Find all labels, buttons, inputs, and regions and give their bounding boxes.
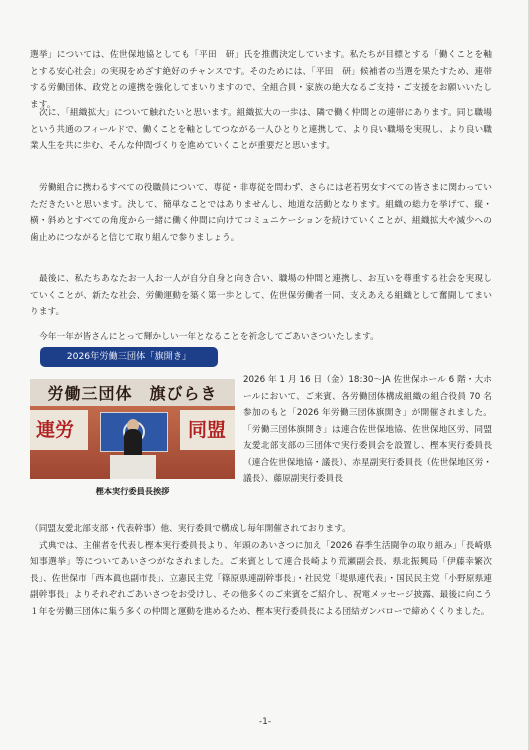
podium — [110, 455, 156, 479]
page-number: -1- — [258, 717, 272, 727]
photo-banner-text: 労働三団体 旗びらき — [47, 384, 218, 403]
organizing-paragraph: 次に、「組織拡大」について触れたいと思います。組織拡大の一歩は、隣で働く仲間との連帯にあります。同じ職場という共通のフィールドで、働くことを軸としてつながる一人ひとりと連携して、より良い職場を実現し、より良い職業人生を共に歩む、そんな仲間づくりを進めていくことが重要だと思います。 — [30, 108, 492, 152]
intro-paragraph: 選挙」については、佐世保地協としても「平田 研」氏を推薦決定しています。私たちが目標とする「働くことを軸とする安心社会」の実現をめざす絶好のチャンスです。そのためには、「平田 研」候補者の当選を果たすため、連帯する労働団体、政党との連携を強化してまいりますので、全組合員・家族の絶大なるご支持・ご支援をお願いいたします。 — [30, 50, 492, 110]
photo-caption: 樫本実行委員長挨拶 — [95, 486, 170, 496]
newyear-paragraph: 今年一年が皆さんにとって輝かしい一年となることを祈念してごあいさついたします。 — [39, 332, 379, 342]
event-photo — [30, 379, 235, 479]
ceremony-paragraph: 式典では、主催者を代表し樫本実行委員長より、年頭のあいさつに加え「2026 春季生活闘争の取り組み」「長崎県知事選挙」等についてあいさつがなされました。ご来賓として連合長崎より荒瀬副会長、県北振興局「伊藤幸繁次長」、佐世保市「西本眞也副市長」、立憲民主党「篠原県連副幹事長」・社民党「堤県連代表」・国民民主党「小野原県連副幹事長」よりそれぞれごあいさつをお受けし、その他多くのご来賓をご紹介し、祝電メッセージ披露、最後に向こう１年を労働三団体に集う多くの仲間と運動を進めるため、樫本実行委員長による団結ガンバローで締めくくりました。 — [30, 540, 492, 617]
officers-paragraph: 労働組合に携わるすべての役職員について、専従・非専従を問わず、さらには老若男女すべての皆さまに関わっていただきたいと思います。決して、簡単なことではありませんし、地道な活動となります。組織の総力を挙げて、縦・横・斜めとすべての角度から一緒に働く仲間に向けてコミュニケーションを続けていくことが、組織拡大や減少への歯止めにつながると信じて取り組んで参りましょう。 — [30, 183, 492, 243]
closing-paragraph: 最後に、私たちあなたお一人お一人が自分自身と向き合い、職場の仲間と連携し、お互いを尊重する社会を実現していくことが、新たな社会、労働運動を築く第一歩として、佐世保労働者一同、支えあえる組織として奮闘してまいります。 — [30, 274, 492, 318]
event-report-continued: （同盟友愛北部支部・代表幹事）他、実行委員で構成し毎年開催されております。 — [30, 524, 351, 534]
section-banner: 2026年労働三団体「旗開き」 — [40, 347, 218, 367]
event-report-continued-block — [30, 521, 492, 621]
event-report-paragraph: 2026 年 1 月 16 日（金）18:30〜JA 佐世保ホール 6 階・大ホールにおいて、ご来賓、各労働団体構成組織の組合役員 70 名参加のもと「2026 年労働三団体旗開き」が開催されました。「労働三団体旗開き」は連合佐世保地協、佐世保地区労、同盟友愛北部支部の三団体で実行委員会を設置し、樫本実行委員長（連合佐世保地協・議長）、赤星副実行委員長（佐世保地区労・議長）、藤原副実行委員長 — [243, 375, 492, 484]
photo-right-text: 同盟 — [188, 419, 227, 441]
photo-left-text: 連労 — [36, 419, 75, 441]
